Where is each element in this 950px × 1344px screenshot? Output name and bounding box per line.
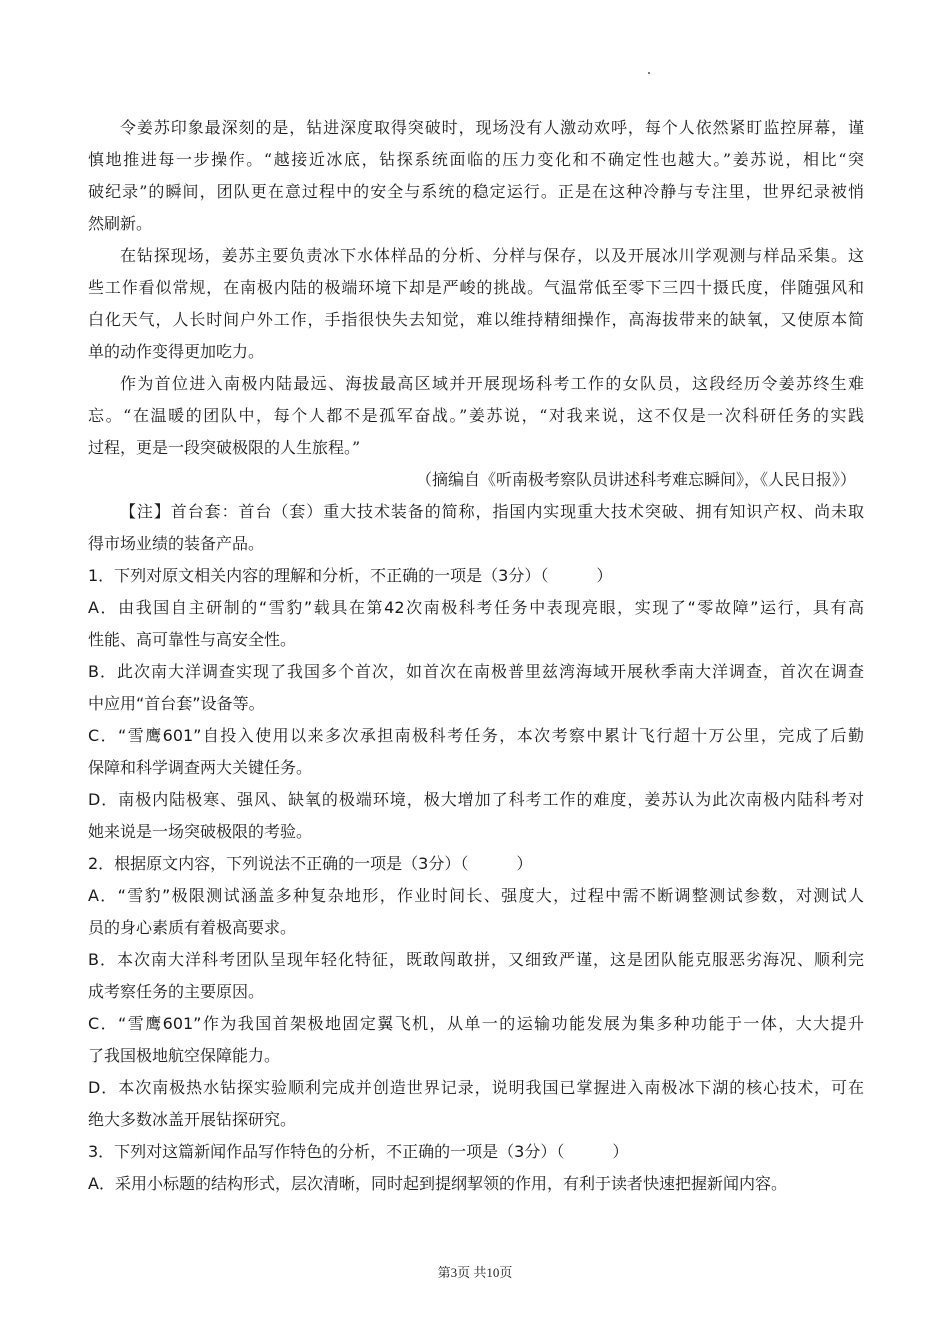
text-line: 白化天气，人长时间户外工作，手指很快失去知觉，难以维持精细操作，高海拔带来的缺氧，又使原本简 — [88, 310, 864, 329]
text-line: 忘。“在温暖的团队中，每个人都不是孤军奋战。”姜苏说，“对我来说，这不仅是一次科研任务的实践 — [88, 406, 864, 425]
passage-paragraph-3 — [88, 368, 864, 464]
question-1 — [88, 560, 864, 848]
option-a-cont: 员的身心素质有着极高要求。 — [88, 918, 297, 937]
option-b: B．本次南大洋科考团队呈现年轻化特征，既敢闯敢拼，又细致严谨，这是团队能克服恶劣海况、顺利完 — [88, 950, 864, 969]
text-line: 过程，更是一段突破极限的人生旅程。” — [88, 438, 361, 457]
option-a: A．采用小标题的结构形式，层次清晰，同时起到提纲挈领的作用，有利于读者快速把握新闻内容。 — [88, 1174, 787, 1193]
text-line: 得市场业绩的装备产品。 — [88, 534, 265, 553]
option-a: A．由我国自主研制的“雪豹”载具在第42次南极科考任务中表现亮眼，实现了“零故障”运行，具有高 — [88, 598, 864, 617]
option-b-cont: 成考察任务的主要原因。 — [88, 982, 265, 1001]
text-line: 些工作看似常规，在南极内陆的极端环境下却是严峻的挑战。气温常低至零下三四十摄氏度，伴随强风和 — [88, 278, 864, 297]
option-c-cont: 了我国极地航空保障能力。 — [88, 1046, 281, 1065]
text-line: 在钻探现场，姜苏主要负责冰下水体样品的分析、分样与保存，以及开展冰川学观测与样品采集。这 — [120, 246, 864, 265]
source-citation: （摘编自《听南极考察队员讲述科考难忘瞬间》，《人民日报》） — [415, 470, 856, 489]
text-line: 【注】首台套：首台（套）重大技术装备的简称，指国内实现重大技术突破、拥有知识产权、尚未取 — [120, 502, 864, 521]
option-a-cont: 性能、高可靠性与高安全性。 — [88, 630, 297, 649]
question-stem: 2．根据原文内容，下列说法不正确的一项是（3分）（ ） — [88, 854, 533, 873]
option-b-cont: 中应用“首台套”设备等。 — [88, 694, 265, 713]
option-d: D．南极内陆极寒、强风、缺氧的极端环境，极大增加了科考工作的难度，姜苏认为此次南极内陆科考对 — [88, 790, 864, 809]
footnote — [88, 496, 864, 560]
option-a: A．“雪豹”极限测试涵盖多种复杂地形，作业时间长、强度大，过程中需不断调整测试参数，对测试人 — [88, 886, 864, 905]
scan-dot — [648, 72, 650, 74]
question-stem: 3．下列对这篇新闻作品写作特色的分析，不正确的一项是（3分）（ ） — [88, 1142, 629, 1161]
option-b: B．此次南大洋调查实现了我国多个首次，如首次在南极普里兹湾海域开展秋季南大洋调查，首次在调查 — [88, 662, 864, 681]
option-c: C．“雪鹰601”作为我国首架极地固定翼飞机，从单一的运输功能发展为集多种功能于一体，大大提升 — [88, 1014, 864, 1033]
text-line: 然刷新。 — [88, 214, 153, 233]
text-line: 令姜苏印象最深刻的是，钻进深度取得突破时，现场没有人激动欢呼，每个人依然紧盯监控屏幕，谨 — [120, 118, 864, 137]
text-line: 单的动作变得更加吃力。 — [88, 342, 265, 361]
text-line: 破纪录”的瞬间，团队更在意过程中的安全与系统的稳定运行。正是在这种冷静与专注里，世界纪录被悄 — [88, 182, 864, 201]
option-c-cont: 保障和科学调查两大关键任务。 — [88, 758, 313, 777]
text-line: 作为首位进入南极内陆最远、海拔最高区域并开展现场科考工作的女队员，这段经历令姜苏终生难 — [120, 374, 864, 393]
question-stem: 1．下列对原文相关内容的理解和分析，不正确的一项是（3分）（ ） — [88, 566, 613, 585]
passage-paragraph-2 — [88, 240, 864, 368]
option-d: D．本次南极热水钻探实验顺利完成并创造世界记录，说明我国已掌握进入南极冰下湖的核心技术，可在 — [88, 1078, 864, 1097]
document-page — [88, 112, 864, 1200]
passage-paragraph-1 — [88, 112, 864, 240]
text-line: 慎地推进每一步操作。“越接近冰底，钻探系统面临的压力变化和不确定性也越大。”姜苏说，相比“突 — [88, 150, 864, 169]
option-d-cont: 绝大多数冰盖开展钻探研究。 — [88, 1110, 297, 1129]
option-d-cont: 她来说是一场突破极限的考验。 — [88, 822, 313, 841]
question-3 — [88, 1136, 864, 1200]
question-2 — [88, 848, 864, 1136]
option-c: C．“雪鹰601”自投入使用以来多次承担南极科考任务，本次考察中累计飞行超十万公里，完成了后勤 — [88, 726, 864, 745]
page-footer: 第3页 共10页 — [437, 1265, 513, 1280]
